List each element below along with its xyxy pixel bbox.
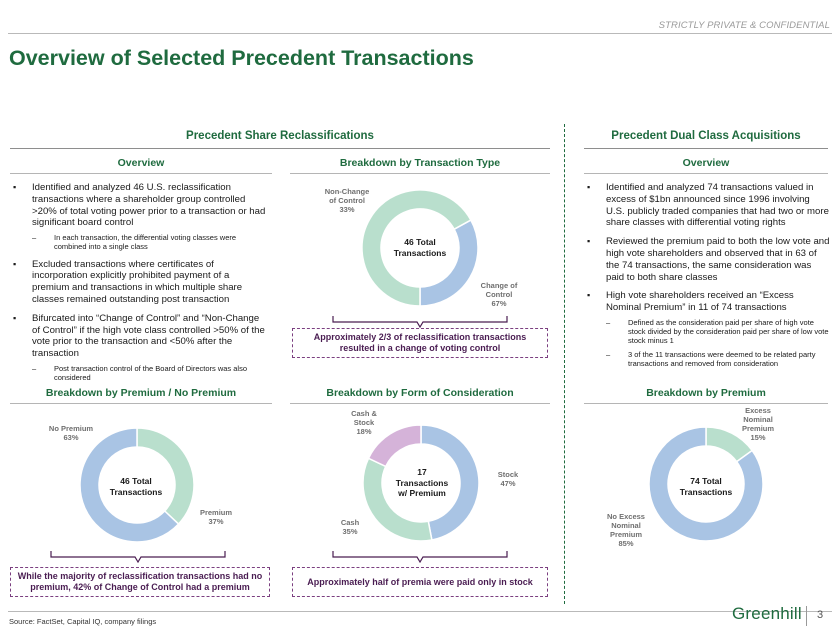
bracket-path [51, 551, 225, 562]
bracket-path [333, 316, 507, 327]
subrule-premium-no-premium [10, 403, 272, 404]
sub-bullet-item: – Defined as the consideration paid per share of high vote stock divided by the consideration paid per share of low vote stock minus 1 [606, 318, 830, 346]
callout-consideration: Approximately half of premia were paid only in stock [292, 567, 548, 597]
bracket-consideration [330, 549, 510, 563]
bullet-text: Bifurcated into “Change of Control” and “Non-Change of Control” if the high vote class controlled >50% of the vote prior to the transaction and <50% after the transaction [32, 312, 265, 360]
bullet-item [10, 182, 268, 252]
bracket-path [333, 551, 507, 562]
subtitle-form-of-consideration: Breakdown by Form of Consideration [326, 387, 514, 399]
footer-divider [8, 611, 832, 612]
slice-label-no-premium: No Premium 63% [48, 424, 94, 442]
bullet-item [10, 313, 268, 383]
section-title-dual-class: Precedent Dual Class Acquisitions [611, 130, 801, 142]
brand-logo: Greenhill [732, 604, 802, 623]
subtitle-breakdown-by-premium: Breakdown by Premium [646, 387, 766, 399]
subrule-form-of-consideration [290, 403, 550, 404]
slice-label-excess-premium: Excess Nominal Premium 15% [741, 406, 775, 442]
callout-transaction-type: Approximately 2/3 of reclassification transactions resulted in a change of voting control [292, 328, 548, 358]
page-number: 3 [817, 609, 824, 621]
slice-label-premium: Premium 37% [199, 508, 233, 526]
bullet-text: Identified and analyzed 74 transactions valued in excess of $1bn announced since 1996 involving U.S. publicly traded companies that had two or more share classes with differential voting rights [606, 182, 829, 229]
confidentiality-label: STRICTLY PRIVATE & CONFIDENTIAL [658, 20, 830, 31]
bullet-text: High vote shareholders received an “Excess Nominal Premium” in 11 of 74 transactions [606, 290, 794, 314]
bullet-text: Reviewed the premium paid to both the low vote and high vote shareholders and observed that in 63 of the 74 transactions, the same consideration was paid to both share classes [606, 236, 830, 283]
section-divider [564, 124, 565, 604]
donut-center-label: 74 Total Transactions [679, 476, 733, 497]
section-title-reclassifications: Precedent Share Reclassifications [186, 130, 374, 142]
donut-center-label: 17 Transactions w/ Premium [395, 467, 449, 498]
slice-label-no-excess-premium: No Excess Nominal Premium 85% [607, 512, 645, 548]
section-rule-right [584, 148, 828, 149]
subtitle-transaction-type: Breakdown by Transaction Type [339, 157, 501, 169]
slice-label-non-change: Non-Change of Control 33% [324, 187, 370, 214]
bullet-text: Identified and analyzed 46 U.S. reclassification transactions where a shareholder group controlled >20% of total voting power prior to a transaction or had significant board control [32, 182, 266, 229]
source-note: Source: FactSet, Capital IQ, company filings [9, 617, 157, 626]
bullet-item [584, 290, 830, 368]
callout-premium: While the majority of reclassification transactions had no premium, 42% of Change of Control had a premium [10, 567, 270, 597]
page-title: Overview of Selected Precedent Transactions [9, 46, 474, 70]
subrule-breakdown-by-premium [584, 403, 828, 404]
donut-center-label: 46 Total Transactions [393, 237, 447, 258]
bullet-item [584, 182, 830, 229]
bracket-premium [48, 549, 228, 563]
subtitle-right-overview: Overview [682, 157, 730, 169]
slice-label-cash-stock: Cash & Stock 18% [351, 409, 377, 436]
left-overview-list [10, 182, 268, 389]
sub-bullet-item: – Post transaction control of the Board of Directors was also considered [32, 364, 268, 382]
slice-label-cash: Cash 35% [340, 518, 360, 536]
bullet-item [10, 259, 268, 306]
subrule-left-overview [10, 173, 272, 174]
section-rule-left [10, 148, 550, 149]
sub-bullet-item: – In each transaction, the differential voting classes were combined into a single class [32, 233, 268, 251]
right-overview-list [584, 182, 830, 375]
subrule-transaction-type [290, 173, 550, 174]
brand-separator [806, 606, 807, 626]
subrule-right-overview [584, 173, 828, 174]
subtitle-left-overview: Overview [117, 157, 165, 169]
slice-label-stock: Stock 47% [497, 470, 519, 488]
bracket-transaction-type [330, 314, 510, 328]
slice-label-change: Change of Control 67% [480, 281, 518, 308]
subtitle-premium-no-premium: Breakdown by Premium / No Premium [45, 387, 237, 399]
donut-center-label: 46 Total Transactions [109, 476, 163, 497]
header-divider [8, 33, 832, 34]
bullet-item [584, 236, 830, 283]
bullet-text: Excluded transactions where certificates of incorporation explicitly prohibited payment of a premium and transactions in which multiple share classes remained outstanding post transaction [32, 258, 243, 305]
sub-bullet-item: – 3 of the 11 transactions were deemed to be related party transactions and removed from consideration [606, 350, 830, 368]
